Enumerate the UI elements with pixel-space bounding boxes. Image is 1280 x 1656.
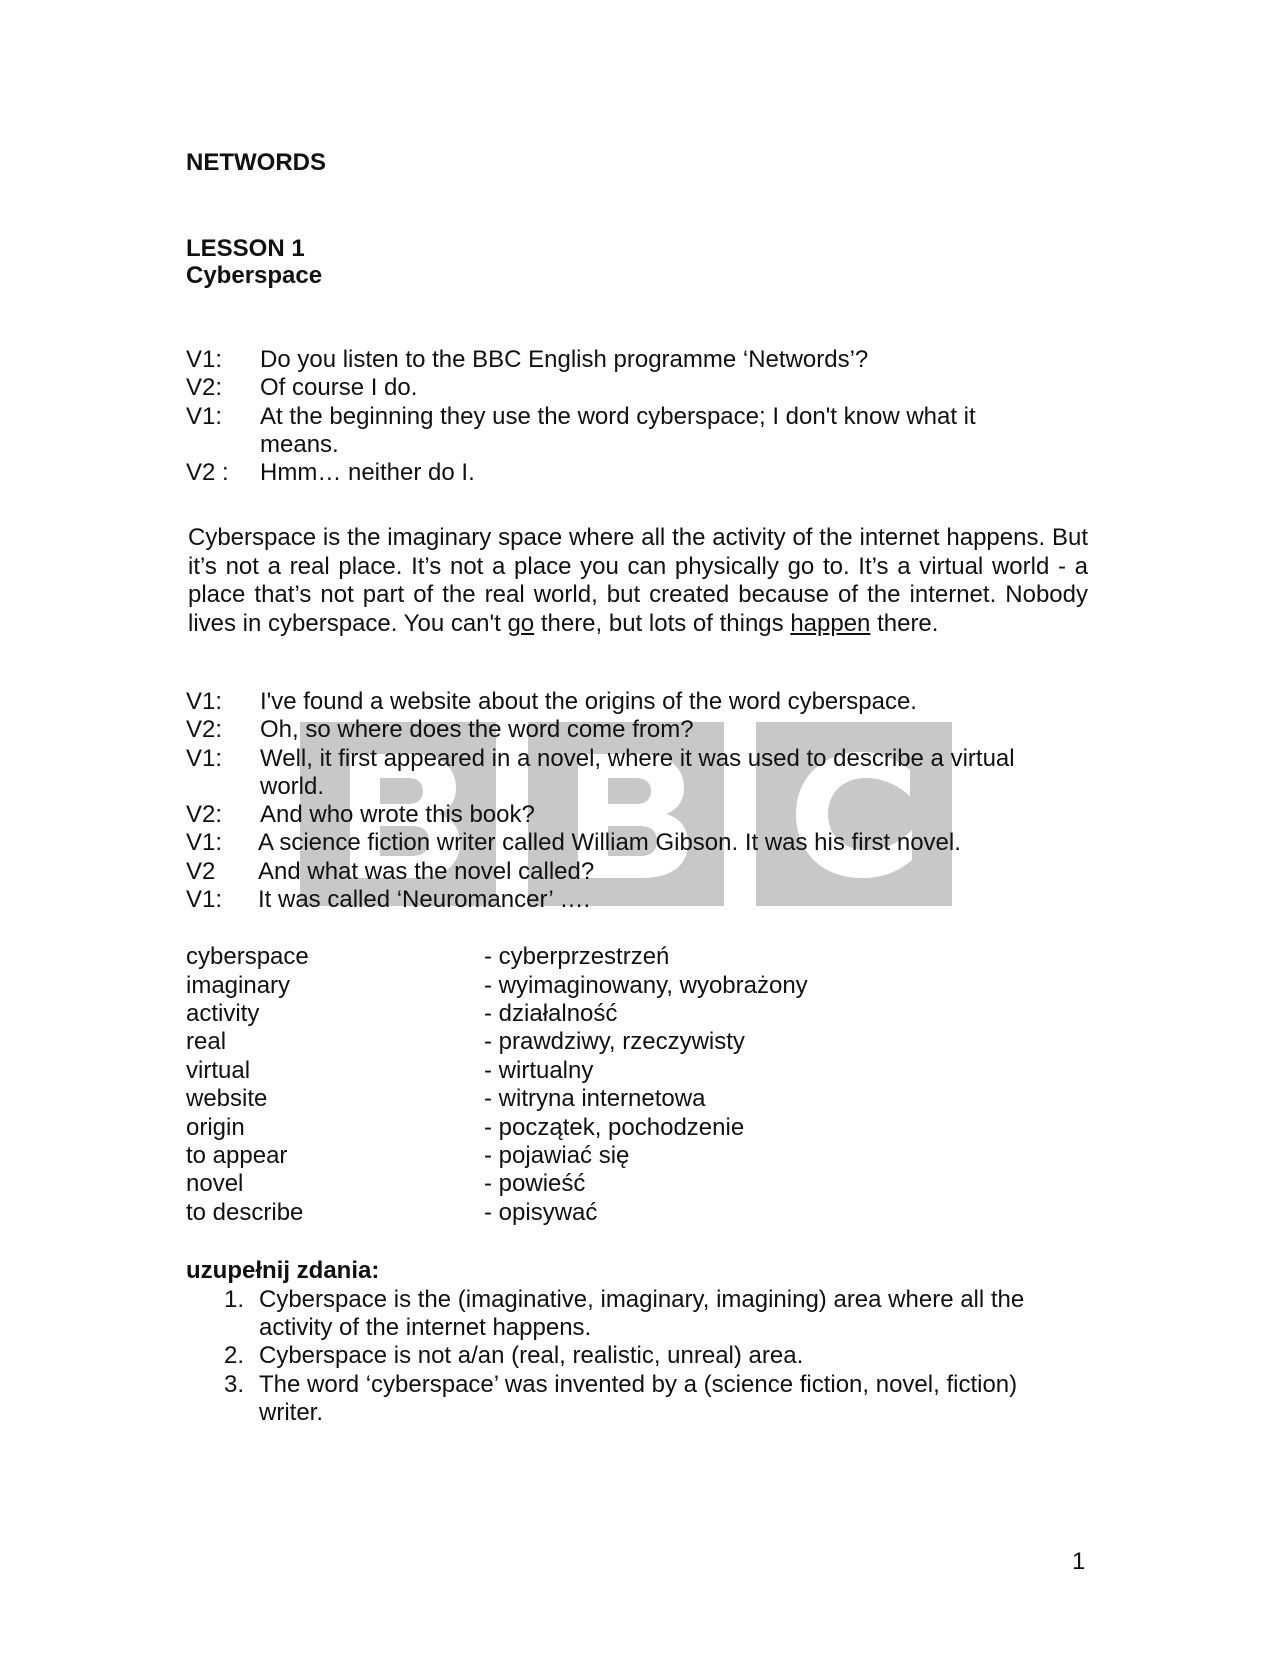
vocab-term: novel <box>186 1170 244 1197</box>
speaker-label: V2: <box>186 801 223 828</box>
dialogue-line: Oh, so where does the word come from? <box>260 716 694 743</box>
exercise-item-number: 2. <box>224 1342 245 1369</box>
vocab-translation: - działalność <box>484 1000 618 1027</box>
speaker-label: V2 <box>186 858 216 885</box>
exercise-item-text: writer. <box>259 1399 324 1426</box>
speaker-label: V2: <box>186 716 223 743</box>
exercise-heading: uzupełnij zdania: <box>186 1257 380 1284</box>
vocab-translation: - cyberprzestrzeń <box>484 943 670 970</box>
vocab-term: cyberspace <box>186 943 309 970</box>
vocab-term: to describe <box>186 1199 304 1226</box>
speaker-label: V1: <box>186 745 223 772</box>
vocab-term: website <box>186 1085 268 1112</box>
lesson-number: LESSON 1 <box>186 235 305 262</box>
speaker-label: V1: <box>186 403 223 430</box>
paragraph-text: Cyberspace is the imaginary space where all the activity of the internet happens. But it’s not a real place. It’s not a place you can physically go to. It’s a virtual world - a place that’s not part of the real world, but created because of the internet. Nobody lives in cyberspace. You can't <box>188 524 1088 637</box>
cyberspace-definition-paragraph <box>188 524 1088 638</box>
vocab-translation: - wyimaginowany, wyobrażony <box>484 972 808 999</box>
vocab-translation: - prawdziwy, rzeczywisty <box>484 1028 745 1055</box>
speaker-label: V1: <box>186 688 223 715</box>
paragraph-text: there. <box>870 609 939 637</box>
dialogue-line: And who wrote this book? <box>260 801 535 828</box>
paragraph-text: there, but lots of things <box>534 609 791 637</box>
speaker-label: V2: <box>186 374 223 401</box>
vocab-term: origin <box>186 1114 245 1141</box>
exercise-item-number: 1. <box>224 1286 245 1313</box>
dialogue-line: A science fiction writer called William Gibson. It was his first novel. <box>258 829 961 856</box>
speaker-label: V1: <box>186 829 223 856</box>
vocab-translation: - wirtualny <box>484 1057 594 1084</box>
exercise-item-number: 3. <box>224 1371 245 1398</box>
dialogue-line: world. <box>260 773 325 800</box>
dialogue-line: Well, it first appeared in a novel, where it was used to describe a virtual <box>260 745 1015 772</box>
exercise-item-text: activity of the internet happens. <box>259 1314 592 1341</box>
exercise-item-text: Cyberspace is the (imaginative, imaginary, imagining) area where all the <box>259 1286 1025 1313</box>
dialogue-line: means. <box>260 431 339 458</box>
vocab-translation: - początek, pochodzenie <box>484 1114 745 1141</box>
dialogue-line: At the beginning they use the word cyberspace; I don't know what it <box>260 403 976 430</box>
vocab-term: real <box>186 1028 227 1055</box>
vocab-translation: - opisywać <box>484 1199 598 1226</box>
speaker-label: V2 : <box>186 459 229 486</box>
page-number: 1 <box>1072 1548 1086 1575</box>
underlined-word: happen <box>790 609 871 637</box>
document-title: NETWORDS <box>186 149 326 176</box>
underlined-word: go <box>507 609 535 637</box>
vocab-translation: - powieść <box>484 1170 586 1197</box>
vocab-term: to appear <box>186 1142 288 1169</box>
speaker-label: V1: <box>186 886 223 913</box>
dialogue-line: Do you listen to the BBC English programme ‘Networds’? <box>260 346 869 373</box>
exercise-item-text: The word ‘cyberspace’ was invented by a (science fiction, novel, fiction) <box>259 1371 1018 1398</box>
vocab-translation: - pojawiać się <box>484 1142 630 1169</box>
dialogue-line: Hmm… neither do I. <box>260 459 475 486</box>
dialogue-line: And what was the novel called? <box>258 858 595 885</box>
exercise-item-text: Cyberspace is not a/an (real, realistic, unreal) area. <box>259 1342 804 1369</box>
dialogue-line: Of course I do. <box>260 374 418 401</box>
dialogue-line: I've found a website about the origins of the word cyberspace. <box>260 688 917 715</box>
vocab-translation: - witryna internetowa <box>484 1085 706 1112</box>
dialogue-line: It was called ‘Neuromancer’ …. <box>258 886 591 913</box>
vocab-term: activity <box>186 1000 260 1027</box>
speaker-label: V1: <box>186 346 223 373</box>
lesson-topic: Cyberspace <box>186 262 323 289</box>
vocab-term: imaginary <box>186 972 291 999</box>
vocab-term: virtual <box>186 1057 251 1084</box>
